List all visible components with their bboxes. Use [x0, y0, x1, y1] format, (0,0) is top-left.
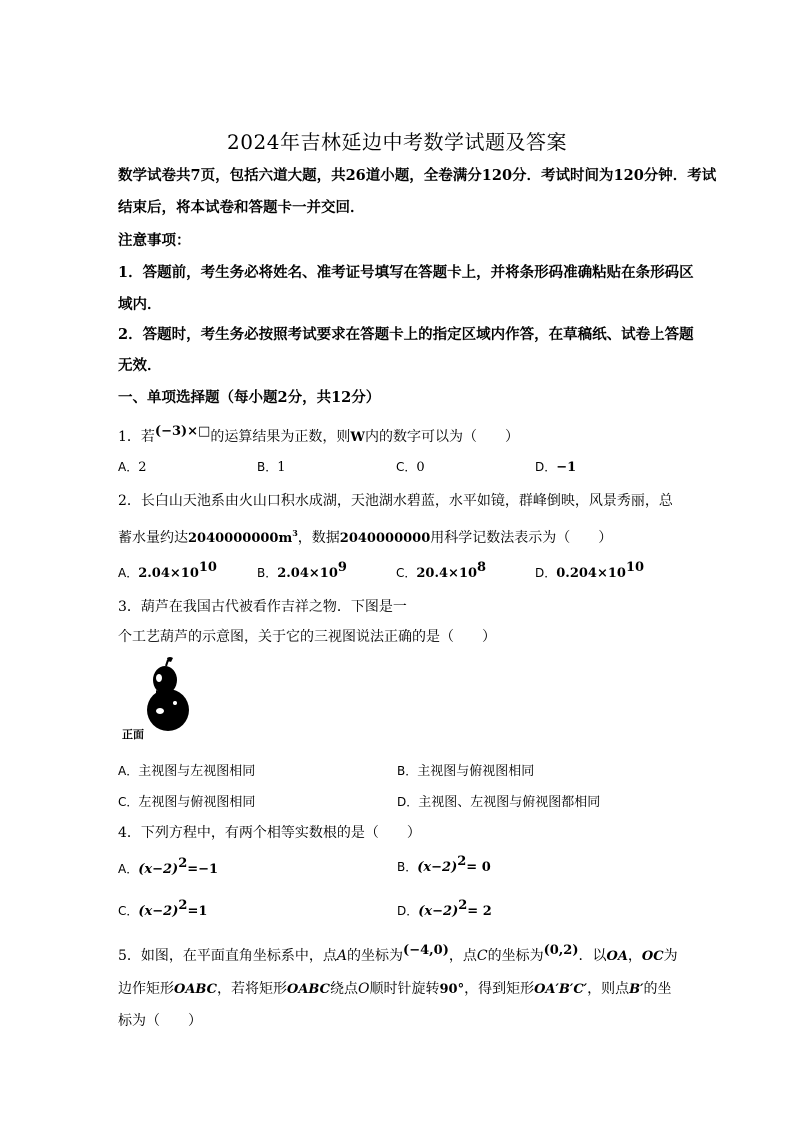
question-3-line-2: 个工艺葫芦的示意图，关于它的三视图说法正确的是（ ）	[118, 629, 496, 645]
q3-option-c[interactable]: C．左视图与俯视图相同	[118, 795, 256, 810]
q1-option-c[interactable]: C．0	[396, 460, 425, 475]
question-5-line-3: 标为（ ）	[118, 1013, 202, 1029]
question-5-line-1: 5．如图，在平面直角坐标系中，点A的坐标为(−4,0)，点C的坐标为(0,2)．以OA，OC为	[118, 943, 678, 964]
intro-line-1: 数学试卷共7页，包括六道大题，共26道小题，全卷满分120分．考试时间为120分钟．考试	[118, 167, 717, 184]
notice-item-1b: 域内．	[118, 296, 162, 313]
notice-heading: 注意事项：	[118, 232, 191, 249]
q4-option-c[interactable]: C．$(x-2)^2=1$	[118, 898, 208, 919]
question-1	[118, 426, 519, 446]
gourd-figure	[118, 656, 198, 742]
notice-item-1a: 1．答题前，考生务必将姓名、准考证号填写在答题卡上，并将条形码准确粘贴在条形码区	[118, 264, 694, 281]
question-3-line-1: 3．葫芦在我国古代被看作吉祥之物．下图是一	[118, 599, 407, 615]
q4-option-a[interactable]: A．$(x-2)^2=-1$	[118, 856, 219, 877]
figure-label-front: 正面	[122, 728, 144, 741]
q4-option-b[interactable]: B．$(x-2)^2= 0$	[397, 854, 491, 875]
q1-box-symbol: W	[350, 430, 365, 445]
notice-item-2b: 无效．	[118, 357, 162, 374]
page-title: 2024年吉林延边中考数学试题及答案	[227, 130, 567, 154]
section-1-heading: 一、单项选择题（每小题2分，共12分）	[118, 389, 381, 406]
q3-option-a[interactable]: A．主视图与左视图相同	[118, 764, 256, 779]
q1-expression: (−3)×□	[154, 424, 211, 439]
q1-prefix: 1．若	[118, 429, 155, 445]
q1-suffix: 的运算结果为正数，则	[210, 429, 351, 445]
q1-option-b[interactable]: B．1	[257, 460, 286, 475]
question-5-line-2: 边作矩形OABC，若将矩形OABC绕点O顺时针旋转90°，得到矩形OA′B′C′，则点B′的坐	[118, 981, 672, 997]
q1-suffix-2: 内的数字可以为（ ）	[364, 429, 519, 445]
intro-line-2: 结束后，将本试卷和答题卡一并交回．	[118, 199, 365, 216]
q1-option-d[interactable]: D．−1	[535, 460, 577, 475]
q1-option-a[interactable]: A．2	[118, 460, 147, 475]
q3-option-d[interactable]: D．主视图、左视图与俯视图都相同	[397, 795, 601, 810]
q2-number-1: $2040000000m^3$	[188, 528, 298, 546]
q2-option-d[interactable]: D．$0.204\times 10^{10}$	[535, 560, 645, 581]
q2-number-2: 2040000000	[339, 531, 431, 546]
q2-option-a[interactable]: A．$2.04\times 10^{10}$	[118, 560, 217, 581]
q3-option-b[interactable]: B．主视图与俯视图相同	[397, 764, 535, 779]
notice-item-2a: 2．答题时，考生务必按照考试要求在答题卡上的指定区域内作答，在草稿纸、试卷上答题	[118, 326, 694, 343]
question-4: 4．下列方程中，有两个相等实数根的是（ ）	[118, 825, 421, 841]
q2-option-b[interactable]: B．$2.04\times 10^9$	[257, 560, 347, 581]
q4-option-d[interactable]: D．$(x-2)^2= 2$	[397, 898, 492, 919]
q2-option-c[interactable]: C．$20.4\times 10^8$	[396, 560, 487, 581]
question-2-line-1: 2．长白山天池系由火山口积水成湖，天池湖水碧蓝，水平如镜，群峰倒映，风景秀丽，总	[118, 493, 673, 509]
question-2-line-2: 蓄水量约达$2040000000m^3$，数据2040000000用科学记数法表示为（ ）	[118, 528, 613, 546]
